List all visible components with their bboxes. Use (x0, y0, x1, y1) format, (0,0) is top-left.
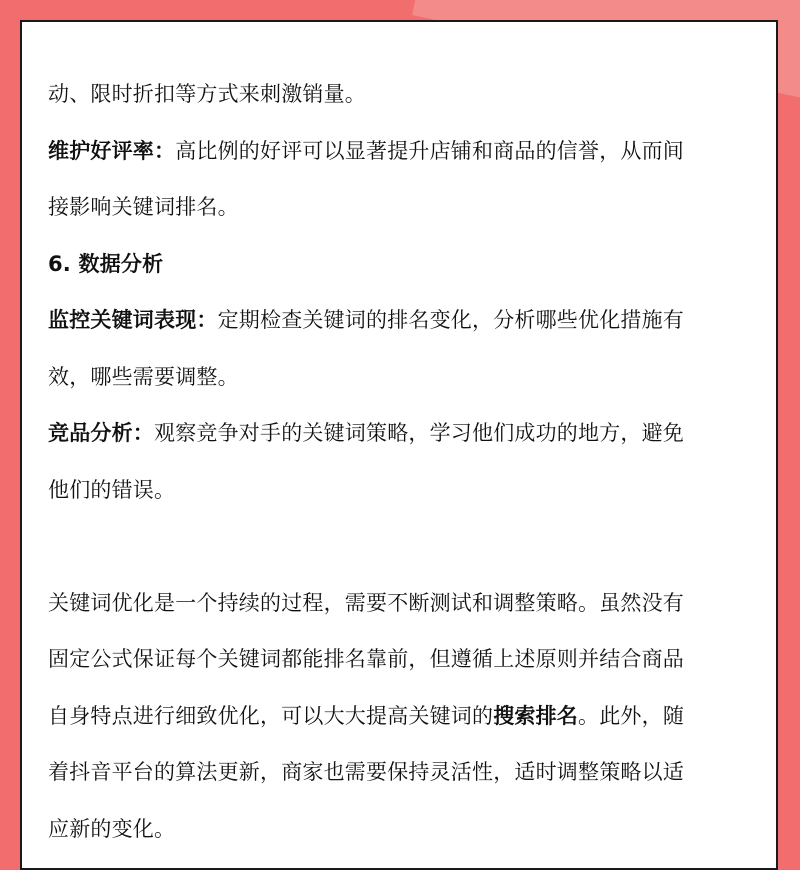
line-3: 接影响关键词排名。 (48, 195, 239, 219)
paragraph-gap (48, 518, 748, 575)
line-7: 竞品分析：观察竞争对手的关键词策略，学习他们成功的地方，避免 (48, 421, 684, 445)
section-heading-data-analysis: 6. 数据分析 (48, 251, 164, 276)
term-search-ranking: 搜索排名 (493, 703, 579, 728)
line-5: 监控关键词表现：定期检查关键词的排名变化，分析哪些优化措施有 (48, 308, 685, 332)
term-review-rate: 维护好评率： (48, 138, 176, 163)
line-14: 应新的变化。 (48, 816, 176, 841)
term-keyword-monitoring: 监控关键词表现： (48, 308, 218, 332)
line-6: 效，哪些需要调整。 (48, 364, 239, 389)
line-12: 自身特点进行细致优化，可以大大提高关键词的搜索排名。此外，随 (48, 703, 685, 728)
line-8: 他们的错误。 (48, 477, 176, 502)
line-13: 着抖音平台的算法更新，商家也需要保持灵活性，适时调整策略以适 (48, 760, 684, 784)
line-10: 关键词优化是一个持续的过程，需要不断测试和调整策略。虽然没有 (48, 590, 684, 615)
line-11: 固定公式保证每个关键词都能排名靠前，但遵循上述原则并结合商品 (48, 647, 684, 671)
line-1: 动、限时折扣等方式来刺激销量。 (48, 82, 366, 106)
term-competitor-analysis: 竞品分析： (48, 421, 154, 445)
line-2: 维护好评率：高比例的好评可以显著提升店铺和商品的信誉，从而间 (48, 138, 685, 163)
article-body (48, 66, 748, 857)
